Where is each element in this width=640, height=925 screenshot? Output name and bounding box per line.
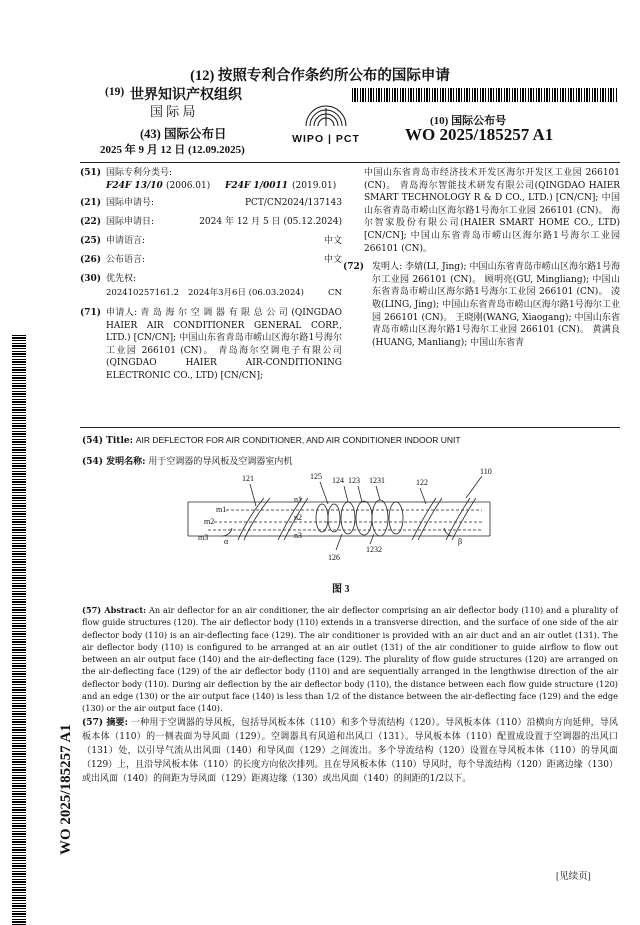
bib-row-25 (80, 235, 342, 254)
fig-label-124: 124 (332, 476, 344, 485)
title-cn: 用于空调器的导风板及空调器室内机 (148, 457, 293, 467)
fig-label-m3: m3 (198, 533, 209, 542)
abstract-en-code: (57) Abstract: (82, 605, 147, 615)
applicant-continued: 中国山东省青岛市经济技术开发区海尔开发区工业园 266101 (CN)。 青岛海尔智能技术研发有限公司(QINGDAO HAIER SMART TECHNOLOGY R & D CO., LTD.) [CN/CN]; 中国山东省青岛市崂山区海尔路1号海尔工业园 266101 (CN)。 海尔智家股份有限公司(HAIER SMART HOME CO., LTD) [CN/CN]; 中国山东省青岛市崂山区海尔路1号海尔工业园 266101 (CN)。 (364, 168, 620, 254)
title-cn-code: (54) 发明名称: (82, 457, 146, 467)
fig-label-123: 123 (348, 476, 360, 485)
barcode-side (12, 335, 26, 925)
bib-code: (26) (80, 255, 102, 265)
priority-block (80, 273, 342, 303)
abstract-en-text: An air deflector for an air conditioner, the air deflector comprising an air deflector body (110) and a plurality of flow guide structures (120). The air deflector body (110) extends in a transverse direction, and the surface of one side of the air deflector body (110) is an air-deflecting face (129). The air conditioner is provided with an air duct and an air outlet (131). The air deflector body (110) is configured to be arranged at an air outlet (131) of the air conditioner to guide airflow to flow out between an air output face (140) and the air-deflecting face (129). The plurality of flow guide structures (120) are arranged on the air-deflecting face (129) of the air deflector body (110) and are sequentially arranged in the lengthwise direction of the air deflector body (110). During air deflection by the air deflector body (110), the distance between each flow guide structure (120) and an edge (130) or the air output face (140) is less than 1/2 of the distance between the air-deflecting face (129) and the edge (130) or the air output face (140). (82, 605, 618, 714)
air-deflector-drawing (182, 468, 522, 580)
applicant-code: (71) (80, 308, 102, 318)
continued-note: [见续页] (556, 872, 591, 882)
left-bib-column (80, 167, 342, 383)
ipc-year-1: (2006.01) (166, 181, 211, 191)
bib-row-21 (80, 197, 342, 216)
priority-label: 优先权: (106, 274, 137, 284)
fig-label-122: 122 (416, 478, 428, 487)
org-name: 世界知识产权组织 (130, 88, 242, 103)
title-en: AIR DEFLECTOR FOR AIR CONDITIONER, AND AIR CONDITIONER INDOOR UNIT (135, 435, 461, 445)
wipo-logo-text: WIPO | PCT (292, 133, 360, 145)
fig-label-beta: β (458, 537, 463, 546)
fig-label-110: 110 (480, 468, 492, 476)
ipc-value-1: F24F 13/10 (106, 181, 163, 191)
abstract-cn (82, 716, 618, 786)
document-heading: (12) 按照专利合作条约所公布的国际申请 (190, 68, 450, 84)
bib-value: 中文 (323, 255, 342, 265)
bib-label: 国际申请日: (106, 217, 155, 227)
bib-value: 2024 年 12 月 5 日 (05.12.2024) (199, 217, 342, 227)
inventor-text: 发明人: 李婧(LI, Jing); 中国山东省青岛市崂山区海尔路1号海尔工业园 266101 (CN)。 顾明亮(GU, Mingliang); 中国山东省青岛市崂山区海尔路1号海尔工业园 266101 (CN)。 凌敬(LING, Jing); 中国山东省青岛市崂山区海尔路1号海尔工业园 266101 (CN)。 王晓刚(WANG, Xiaogang); 中国山东省青岛市崂山区海尔路1号海尔工业园 266101 (CN)。 黄满良(HUANG, Manliang); 中国山东省青 (372, 262, 620, 348)
fig-label-m1: m1 (216, 505, 227, 514)
fig-label-125: 125 (310, 472, 322, 481)
inventor-block (343, 261, 620, 349)
bib-label: 申请语言: (106, 236, 146, 246)
fig-label-n1: n1 (294, 495, 302, 504)
bib-value: 中文 (323, 236, 342, 246)
fig-label-n2: n2 (294, 513, 302, 522)
bib-label: 国际申请号: (106, 198, 155, 208)
bib-code: (25) (80, 236, 102, 246)
fig-label-121: 121 (242, 474, 254, 483)
bib-row-22 (80, 216, 342, 235)
divider-top (80, 162, 620, 163)
title-en-line (82, 434, 461, 448)
priority-country: CN (328, 288, 342, 298)
bib-code: (21) (80, 198, 102, 208)
abstract-cn-text: 一种用于空调器的导风板，包括导风板本体（110）和多个导流结构（120）。导风板本体（110）沿横向方向延伸，导风板本体（110）的一侧表面为导风面（129）。空调器具有风道和出风口（131）。导风板本体（110）配置成设置于空调器的出风口（131）处，以引导气流从出风面（140）和导风面（129）之间流出。多个导流结构（120）设置在导风板本体（110）的导风面（129）上，且沿导风板本体（110）的长度方向依次排列。且在导风板本体（110）导风时，每个导流结构（120）距离边缘（130）或出风面（140）的间距为导风面（129）距离边缘（130）或出风面（140）的间距的1/2以下。 (82, 718, 618, 784)
ipc-year-2: (2019.01) (292, 181, 337, 191)
fig-label-m2: m2 (204, 517, 215, 526)
applicant-block (80, 307, 342, 383)
priority-number: 202410257161.2 (106, 288, 180, 298)
org-subname: 国 际 局 (150, 104, 196, 119)
ipc-code: (51) (80, 168, 102, 178)
abstract-cn-code: (57) 摘要: (82, 718, 128, 728)
pubdate-value: 2025 年 9 月 12 日 (12.09.2025) (100, 144, 245, 156)
bib-label: 公布语言: (106, 255, 146, 265)
fig-label-alpha: α (224, 537, 229, 546)
barcode-top (352, 88, 617, 102)
bib-value: PCT/CN2024/137143 (244, 198, 342, 208)
org-code: (19) (105, 86, 125, 98)
applicant-text: 申请人: 青 岛 海 尔 空 调 器 有 限 总 公 司 (QINGDAO HAIER AIR CONDITIONER GENERAL CORP., LTD.) [CN/CN]; 中国山东省青岛市崂山区海尔路1号海尔工业园 266101 (CN)。 青岛海尔空调电子有限公司(QINGDAO HAIER AIR-CONDITIONING ELECTRONIC CO., LTD) [CN/CN]; (106, 308, 342, 381)
inventor-code: (72) (343, 262, 365, 273)
side-pubno-text: WO 2025/185257 A1 (58, 724, 74, 855)
fig-label-1231: 1231 (369, 476, 385, 485)
title-en-code: (54) Title: (82, 436, 133, 446)
pubno-label: (10) 国际公布号 (430, 115, 507, 127)
side-publication-number (58, 655, 78, 855)
divider-title (80, 427, 620, 428)
ipc-value-2: F24F 1/0011 (225, 181, 289, 191)
figure-caption: 图 3 (332, 584, 350, 595)
pubno-value: WO 2025/185257 A1 (405, 125, 554, 144)
fig-label-1232: 1232 (366, 545, 382, 554)
priority-date: 2024年3月6日 (06.03.2024) (188, 288, 304, 298)
pubdate-label: (43) 国际公布日 (140, 127, 227, 141)
ipc-label: 国际专利分类号: (106, 168, 173, 178)
bib-code: (22) (80, 217, 102, 227)
right-bib-column (343, 167, 620, 349)
patent-figure (182, 468, 522, 580)
priority-code: (30) (80, 274, 102, 284)
abstract-en (82, 604, 618, 715)
fig-label-126: 126 (328, 553, 340, 562)
fig-label-n3: n3 (294, 531, 302, 540)
bib-row-26 (80, 254, 342, 273)
